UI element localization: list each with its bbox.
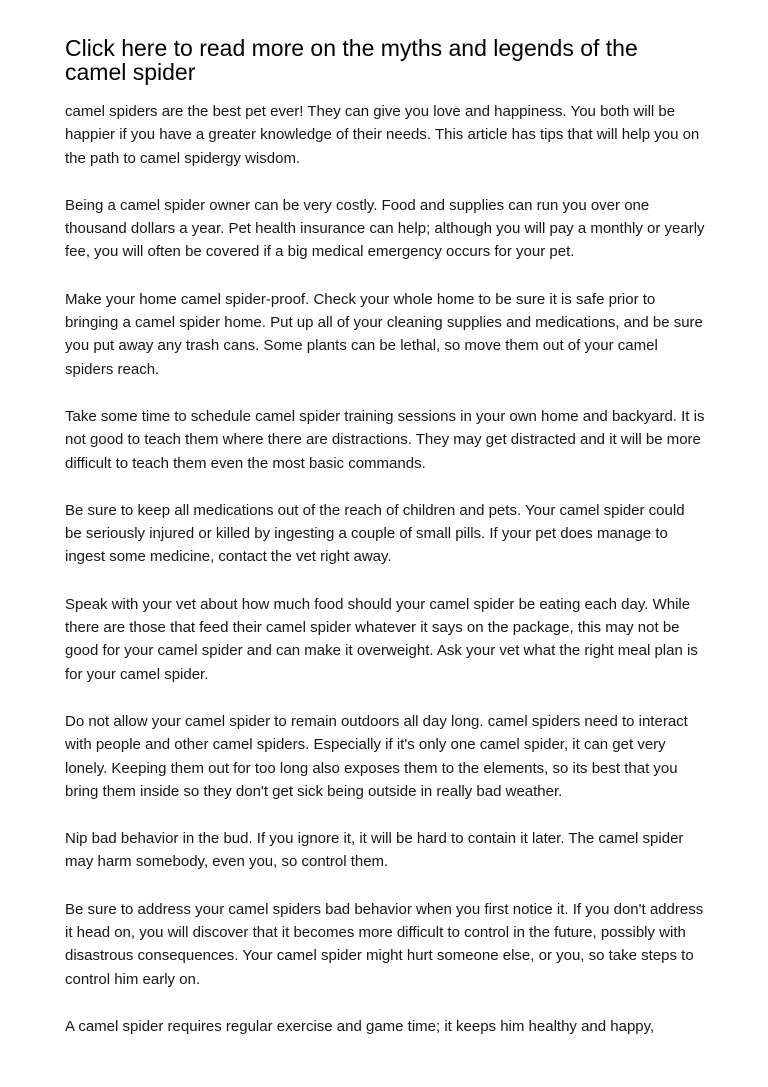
paragraph: Being a camel spider owner can be very costly. Food and supplies can run you over one thousand dollars a year. Pet health insurance can help; although you will pay a monthly or yearly fee, you will often be covered if a big medical emergency occurs for your pet. [65, 196, 705, 261]
paragraph: A camel spider requires regular exercise and game time; it keeps him healthy and happy, [65, 1017, 655, 1035]
paragraph: Be sure to address your camel spiders bad behavior when you first notice it. If you don't address it head on, you will discover that it becomes more difficult to control in the future, possibly with disastrous consequences. Your camel spider might hurt someone else, or you, so take steps to control him early on. [65, 900, 704, 988]
paragraph: Take some time to schedule camel spider training sessions in your own home and backyard. It is not good to teach them where there are distractions. They may get distracted and it will be more difficult to teach them even the most basic commands. [65, 407, 705, 472]
document-page [65, 36, 705, 1038]
paragraph: Nip bad behavior in the bud. If you ignore it, it will be hard to contain it later. The camel spider may harm somebody, even you, so control them. [65, 830, 684, 871]
document-body [65, 100, 705, 1038]
paragraph: Make your home camel spider-proof. Check your whole home to be sure it is safe prior to bringing a camel spider home. Put up all of your cleaning supplies and medications, and be sure you put away any trash cans. Some plants can be lethal, so move them out of your camel spiders reach. [65, 290, 703, 378]
document-title: Click here to read more on the myths and legends of the camel spider [65, 35, 638, 85]
paragraph: Speak with your vet about how much food should your camel spider be eating each day. While there are those that feed their camel spider whatever it says on the package, this may not be good for your camel spider and can make it overweight. Ask your vet what the right meal plan is for your camel spider. [65, 595, 698, 683]
paragraph: camel spiders are the best pet ever! They can give you love and happiness. You both will be happier if you have a greater knowledge of their needs. This article has tips that will help you on the path to camel spidergy wisdom. [65, 103, 700, 167]
paragraph: Do not allow your camel spider to remain outdoors all day long. camel spiders need to interact with people and other camel spiders. Especially if it's only one camel spider, it can get very lonely. Keeping them out for too long also exposes them to the elements, so its best that you bring them inside so they don't get sick being outside in really bad weather. [65, 712, 688, 800]
paragraph: Be sure to keep all medications out of the reach of children and pets. Your camel spider could be seriously injured or killed by ingesting a couple of small pills. If your pet does manage to ingest some medicine, contact the vet right away. [65, 501, 685, 566]
